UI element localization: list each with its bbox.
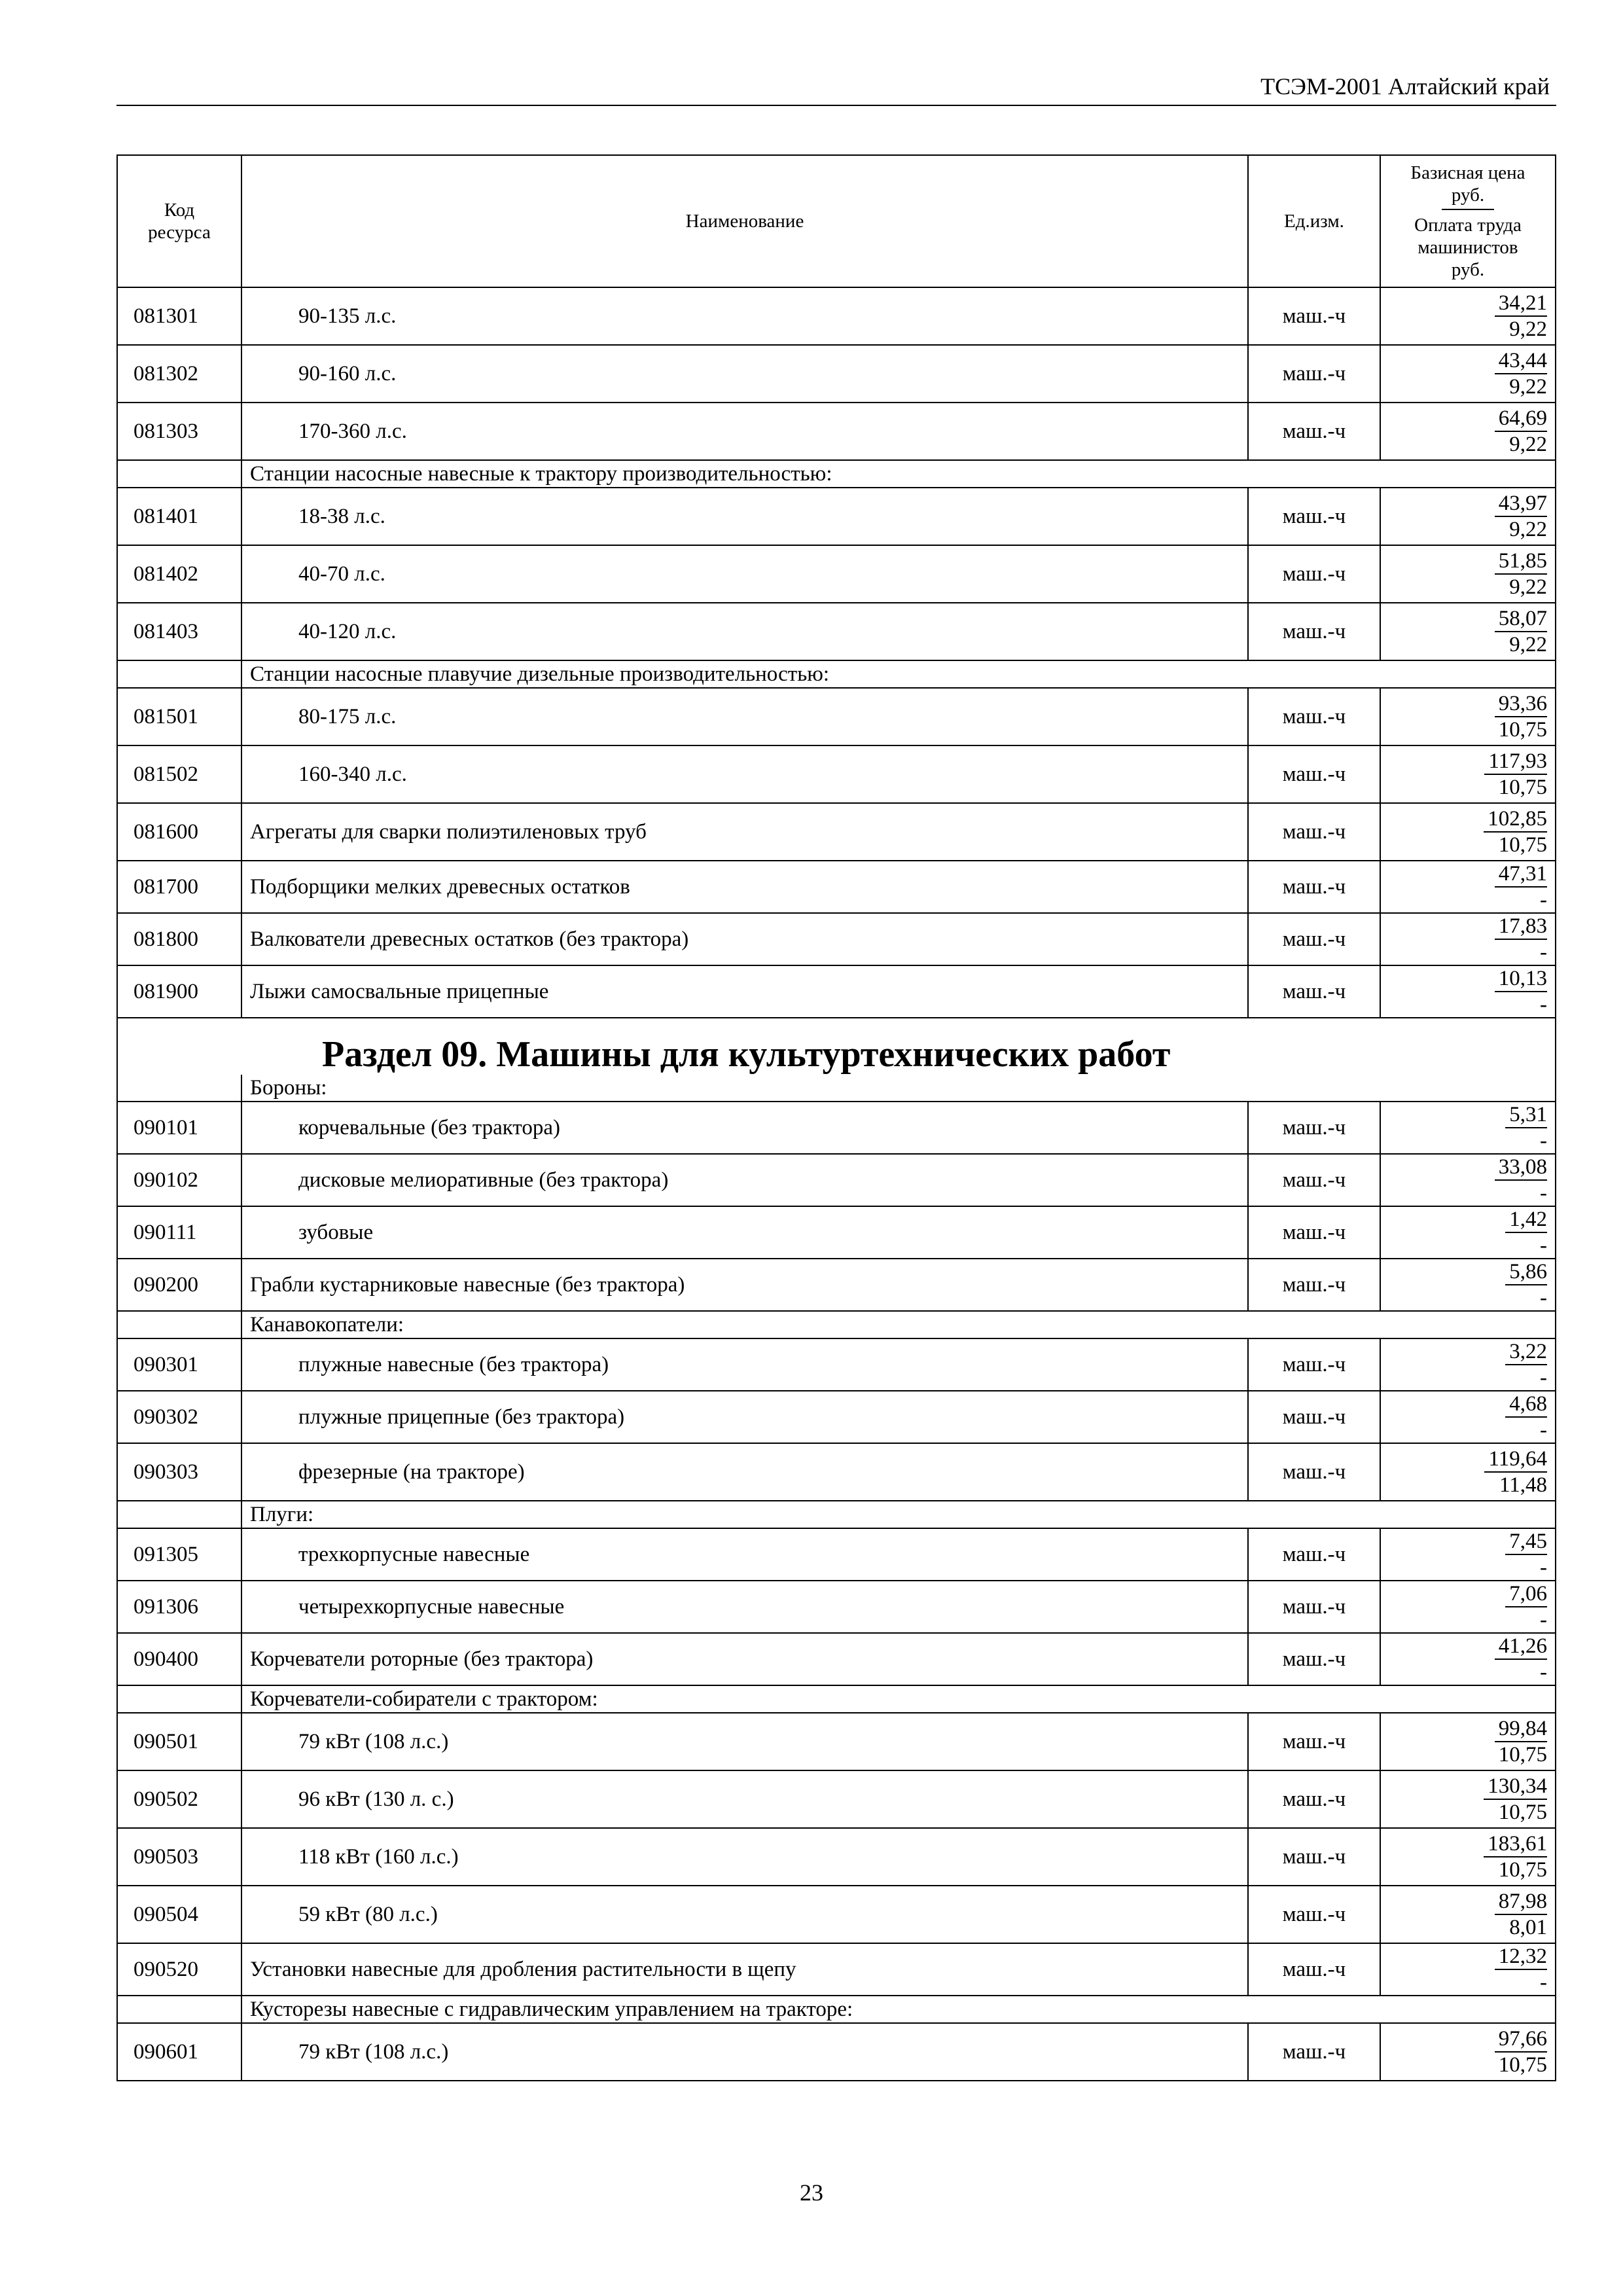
price-fraction (1505, 1581, 1547, 1632)
labor-pay: - (1540, 1608, 1547, 1632)
labor-pay: 10,75 (1498, 776, 1547, 799)
labor-pay: 9,22 (1509, 317, 1547, 341)
resource-code: 090303 (117, 1443, 241, 1501)
labor-pay: - (1540, 941, 1547, 964)
page-number: 23 (800, 2179, 823, 2206)
column-header-name-label: Наименование (685, 211, 804, 232)
resource-price-cell (1380, 1206, 1556, 1259)
resource-name: 18-38 л.с. (241, 488, 1248, 545)
table-row (117, 803, 1556, 861)
resource-price-cell (1380, 2023, 1556, 2081)
resource-unit: маш.-ч (1248, 1206, 1380, 1259)
resource-name: Грабли кустарниковые навесные (без трактора) (241, 1259, 1248, 1311)
resource-name: зубовые (241, 1206, 1248, 1259)
base-price: 97,66 (1495, 2026, 1547, 2053)
resource-code: 090400 (117, 1633, 241, 1685)
table-row (117, 965, 1556, 1018)
resource-price-cell (1380, 1828, 1556, 1886)
resource-unit: маш.-ч (1248, 861, 1380, 913)
resource-name: Установки навесные для дробления растительности в щепу (241, 1943, 1248, 1996)
group-heading-code-cell (117, 1311, 241, 1338)
price-fraction (1495, 406, 1547, 457)
table-row (117, 1338, 1556, 1391)
column-header-price (1380, 155, 1556, 287)
price-fraction (1505, 1391, 1547, 1443)
resource-price-cell (1380, 688, 1556, 745)
group-heading: Станции насосные плавучие дизельные производительностью: (241, 660, 1556, 688)
base-price: 5,31 (1505, 1102, 1547, 1128)
price-fraction (1484, 749, 1547, 800)
table-row (117, 1391, 1556, 1443)
resource-code: 081302 (117, 345, 241, 403)
resource-name: 40-70 л.с. (241, 545, 1248, 603)
base-price: 34,21 (1495, 291, 1547, 317)
price-fraction (1505, 1207, 1547, 1258)
resource-name: 170-360 л.с. (241, 403, 1248, 460)
resource-unit: маш.-ч (1248, 1770, 1380, 1828)
resource-unit: маш.-ч (1248, 603, 1380, 660)
section-title: Раздел 09. Машины для культуртехнических работ (322, 1034, 1171, 1075)
table-row (117, 345, 1556, 403)
table-row (117, 545, 1556, 603)
labor-pay: - (1540, 1556, 1547, 1579)
table-row (117, 745, 1556, 803)
resource-name: плужные прицепные (без трактора) (241, 1391, 1248, 1443)
labor-pay: 10,75 (1498, 833, 1547, 857)
resource-code: 090200 (117, 1259, 241, 1311)
group-heading: Корчеватели-собиратели с трактором: (241, 1685, 1556, 1713)
price-fraction (1484, 1831, 1547, 1882)
price-fraction (1495, 1634, 1547, 1685)
price-fraction (1484, 806, 1547, 857)
base-price: 183,61 (1484, 1831, 1547, 1857)
table-row (117, 688, 1556, 745)
resource-name: корчевальные (без трактора) (241, 1102, 1248, 1154)
group-heading-row (117, 1075, 1556, 1102)
column-header-separator (1442, 209, 1494, 210)
resource-unit: маш.-ч (1248, 1828, 1380, 1886)
resource-code: 090501 (117, 1713, 241, 1770)
price-fraction (1484, 1774, 1547, 1825)
labor-pay: - (1540, 1286, 1547, 1310)
group-heading: Кусторезы навесные с гидравлическим управлением на тракторе: (241, 1996, 1556, 2023)
base-price: 51,85 (1495, 548, 1547, 575)
document-header-title: ТСЭМ-2001 Алтайский край (1260, 73, 1550, 99)
labor-pay: 10,75 (1498, 1743, 1547, 1767)
resource-price-cell (1380, 545, 1556, 603)
labor-pay: 10,75 (1498, 1801, 1547, 1824)
resource-unit: маш.-ч (1248, 1443, 1380, 1501)
price-fraction (1505, 1102, 1547, 1153)
table-row (117, 1259, 1556, 1311)
resource-price-cell (1380, 1528, 1556, 1581)
resource-unit: маш.-ч (1248, 1633, 1380, 1685)
resource-code: 081403 (117, 603, 241, 660)
price-fraction (1495, 348, 1547, 399)
table-row (117, 913, 1556, 965)
group-heading-row (117, 1311, 1556, 1338)
resource-price-cell (1380, 1338, 1556, 1391)
resource-unit: маш.-ч (1248, 1528, 1380, 1581)
resource-name: Валкователи древесных остатков (без трактора) (241, 913, 1248, 965)
group-heading: Плуги: (241, 1501, 1556, 1528)
column-header-name (241, 155, 1248, 287)
resource-name: Корчеватели роторные (без трактора) (241, 1633, 1248, 1685)
resource-name: Агрегаты для сварки полиэтиленовых труб (241, 803, 1248, 861)
resource-unit: маш.-ч (1248, 1338, 1380, 1391)
table-row (117, 1633, 1556, 1685)
resource-code: 081501 (117, 688, 241, 745)
resource-price-cell (1380, 1391, 1556, 1443)
resource-code: 090520 (117, 1943, 241, 1996)
group-heading-code-cell (117, 1996, 241, 2023)
resource-price-cell (1380, 803, 1556, 861)
table-header-row (117, 155, 1556, 287)
base-price: 33,08 (1495, 1155, 1547, 1181)
resource-unit: маш.-ч (1248, 913, 1380, 965)
resource-code: 081402 (117, 545, 241, 603)
base-price: 43,44 (1495, 348, 1547, 374)
labor-pay: - (1540, 1129, 1547, 1153)
table-row (117, 1581, 1556, 1633)
labor-pay: 9,22 (1509, 633, 1547, 656)
labor-pay: 9,22 (1509, 433, 1547, 456)
base-price: 99,84 (1495, 1716, 1547, 1742)
resource-unit: маш.-ч (1248, 1102, 1380, 1154)
price-fraction (1495, 606, 1547, 657)
resource-code: 081600 (117, 803, 241, 861)
base-price: 102,85 (1484, 806, 1547, 833)
group-heading-row (117, 1685, 1556, 1713)
resource-unit: маш.-ч (1248, 403, 1380, 460)
resource-name: четырехкорпусные навесные (241, 1581, 1248, 1633)
resource-unit: маш.-ч (1248, 745, 1380, 803)
resource-name: 90-160 л.с. (241, 345, 1248, 403)
group-heading-row (117, 1501, 1556, 1528)
labor-pay: - (1540, 1366, 1547, 1390)
price-fraction (1495, 1155, 1547, 1206)
resource-code: 091305 (117, 1528, 241, 1581)
resource-price-cell (1380, 965, 1556, 1018)
base-price: 7,06 (1505, 1581, 1547, 1607)
resource-code: 090502 (117, 1770, 241, 1828)
base-price: 93,36 (1495, 691, 1547, 717)
section-row (117, 1018, 1556, 1075)
table-row (117, 1443, 1556, 1501)
resource-name: Подборщики мелких древесных остатков (241, 861, 1248, 913)
labor-pay: 11,48 (1499, 1473, 1547, 1497)
base-price: 3,22 (1505, 1339, 1547, 1365)
labor-pay: 10,75 (1498, 718, 1547, 742)
resource-price-cell (1380, 1443, 1556, 1501)
resource-name: 160-340 л.с. (241, 745, 1248, 803)
resource-code: 091306 (117, 1581, 241, 1633)
table-row (117, 403, 1556, 460)
labor-pay: 9,22 (1509, 375, 1547, 399)
price-fraction (1495, 491, 1547, 542)
price-fraction (1495, 861, 1547, 912)
header-divider (116, 105, 1556, 106)
column-header-code-label: Код ресурса (148, 200, 211, 243)
column-header-unit-label: Ед.изм. (1284, 211, 1344, 232)
resource-price-cell (1380, 1943, 1556, 1996)
resource-name: 80-175 л.с. (241, 688, 1248, 745)
base-price: 17,83 (1495, 914, 1547, 940)
price-fraction (1495, 1716, 1547, 1767)
resource-unit: маш.-ч (1248, 1391, 1380, 1443)
price-fraction (1495, 691, 1547, 742)
price-fraction (1484, 1446, 1547, 1498)
resource-code: 090102 (117, 1154, 241, 1206)
group-heading-row (117, 660, 1556, 688)
price-fraction (1495, 1889, 1547, 1940)
base-price: 47,31 (1495, 861, 1547, 888)
resource-name: 40-120 л.с. (241, 603, 1248, 660)
labor-pay: - (1540, 888, 1547, 912)
resource-unit: маш.-ч (1248, 1154, 1380, 1206)
price-fraction (1505, 1259, 1547, 1310)
resource-unit: маш.-ч (1248, 1259, 1380, 1311)
resource-unit: маш.-ч (1248, 1581, 1380, 1633)
resource-name: 96 кВт (130 л. с.) (241, 1770, 1248, 1828)
resource-name: трехкорпусные навесные (241, 1528, 1248, 1581)
resource-price-cell (1380, 1633, 1556, 1685)
resource-name: 59 кВт (80 л.с.) (241, 1886, 1248, 1943)
column-header-unit (1248, 155, 1380, 287)
resource-unit: маш.-ч (1248, 965, 1380, 1018)
resource-name: 90-135 л.с. (241, 287, 1248, 345)
table-row (117, 861, 1556, 913)
resource-unit: маш.-ч (1248, 545, 1380, 603)
resource-unit: маш.-ч (1248, 345, 1380, 403)
price-fraction (1495, 2026, 1547, 2077)
resource-unit: маш.-ч (1248, 688, 1380, 745)
resource-code: 081800 (117, 913, 241, 965)
resource-price-cell (1380, 1886, 1556, 1943)
table-row (117, 1886, 1556, 1943)
resource-price-cell (1380, 1581, 1556, 1633)
resource-price-cell (1380, 1154, 1556, 1206)
column-header-price-label: Базисная цена руб. (1410, 162, 1525, 206)
base-price: 58,07 (1495, 606, 1547, 632)
resource-price-cell (1380, 745, 1556, 803)
resource-code: 081502 (117, 745, 241, 803)
resource-code: 090504 (117, 1886, 241, 1943)
resource-price-cell (1380, 1259, 1556, 1311)
resource-price-cell (1380, 403, 1556, 460)
resource-code: 090301 (117, 1338, 241, 1391)
resource-table (116, 154, 1556, 2081)
resource-code: 090503 (117, 1828, 241, 1886)
resource-price-cell (1380, 913, 1556, 965)
resource-name: 118 кВт (160 л.с.) (241, 1828, 1248, 1886)
resource-code: 090601 (117, 2023, 241, 2081)
table-row (117, 1528, 1556, 1581)
labor-pay: - (1540, 1660, 1547, 1684)
base-price: 64,69 (1495, 406, 1547, 432)
group-heading: Канавокопатели: (241, 1311, 1556, 1338)
column-header-labor-label: Оплата труда машинистов руб. (1414, 215, 1522, 280)
base-price: 117,93 (1484, 749, 1547, 775)
resource-code: 081900 (117, 965, 241, 1018)
resource-unit: маш.-ч (1248, 1886, 1380, 1943)
resource-name: 79 кВт (108 л.с.) (241, 1713, 1248, 1770)
resource-unit: маш.-ч (1248, 488, 1380, 545)
resource-name: Лыжи самосвальные прицепные (241, 965, 1248, 1018)
resource-unit: маш.-ч (1248, 287, 1380, 345)
labor-pay: - (1540, 1971, 1547, 1994)
resource-price-cell (1380, 287, 1556, 345)
resource-unit: маш.-ч (1248, 803, 1380, 861)
table-row (117, 1713, 1556, 1770)
price-fraction (1495, 291, 1547, 342)
table-body (117, 287, 1556, 2081)
section-cell (117, 1018, 1556, 1075)
base-price: 119,64 (1484, 1446, 1547, 1473)
base-price: 87,98 (1495, 1889, 1547, 1915)
price-fraction (1495, 1944, 1547, 1995)
table-row (117, 1770, 1556, 1828)
resource-price-cell (1380, 488, 1556, 545)
table-row (117, 488, 1556, 545)
table-row (117, 1102, 1556, 1154)
base-price: 12,32 (1495, 1944, 1547, 1970)
base-price: 5,86 (1505, 1259, 1547, 1285)
resource-price-cell (1380, 1770, 1556, 1828)
resource-price-cell (1380, 1102, 1556, 1154)
table-row (117, 1206, 1556, 1259)
base-price: 4,68 (1505, 1391, 1547, 1418)
resource-code: 090111 (117, 1206, 241, 1259)
base-price: 10,13 (1495, 966, 1547, 992)
group-heading: Бороны: (241, 1075, 1556, 1102)
labor-pay: - (1540, 993, 1547, 1016)
group-heading-code-cell (117, 1075, 241, 1102)
labor-pay: - (1540, 1181, 1547, 1205)
resource-price-cell (1380, 603, 1556, 660)
table-row (117, 287, 1556, 345)
resource-price-cell (1380, 1713, 1556, 1770)
labor-pay: 10,75 (1498, 1858, 1547, 1882)
resource-code: 081401 (117, 488, 241, 545)
group-heading-row (117, 460, 1556, 488)
price-fraction (1495, 966, 1547, 1017)
base-price: 7,45 (1505, 1529, 1547, 1555)
table-row (117, 1828, 1556, 1886)
resource-unit: маш.-ч (1248, 2023, 1380, 2081)
table-row (117, 1154, 1556, 1206)
resource-price-cell (1380, 861, 1556, 913)
labor-pay: 9,22 (1509, 518, 1547, 541)
price-fraction (1505, 1339, 1547, 1390)
table-row (117, 603, 1556, 660)
labor-pay: - (1540, 1418, 1547, 1442)
resource-code: 090101 (117, 1102, 241, 1154)
labor-pay: 9,22 (1509, 575, 1547, 599)
table-row (117, 1943, 1556, 1996)
resource-code: 081700 (117, 861, 241, 913)
group-heading: Станции насосные навесные к трактору производительностью: (241, 460, 1556, 488)
resource-unit: маш.-ч (1248, 1943, 1380, 1996)
resource-price-cell (1380, 345, 1556, 403)
labor-pay: 10,75 (1498, 2053, 1547, 2077)
price-fraction (1505, 1529, 1547, 1580)
labor-pay: - (1540, 1234, 1547, 1257)
base-price: 43,97 (1495, 491, 1547, 517)
resource-name: фрезерные (на тракторе) (241, 1443, 1248, 1501)
price-fraction (1495, 914, 1547, 965)
group-heading-code-cell (117, 1685, 241, 1713)
resource-code: 081303 (117, 403, 241, 460)
resource-code: 090302 (117, 1391, 241, 1443)
resource-name: плужные навесные (без трактора) (241, 1338, 1248, 1391)
resource-name: 79 кВт (108 л.с.) (241, 2023, 1248, 2081)
labor-pay: 8,01 (1509, 1916, 1547, 1939)
resource-code: 081301 (117, 287, 241, 345)
group-heading-code-cell (117, 460, 241, 488)
base-price: 130,34 (1484, 1774, 1547, 1800)
price-fraction (1495, 548, 1547, 600)
resource-unit: маш.-ч (1248, 1713, 1380, 1770)
column-header-code (117, 155, 241, 287)
group-heading-code-cell (117, 660, 241, 688)
group-heading-row (117, 1996, 1556, 2023)
resource-name: дисковые мелиоративные (без трактора) (241, 1154, 1248, 1206)
group-heading-code-cell (117, 1501, 241, 1528)
base-price: 1,42 (1505, 1207, 1547, 1233)
base-price: 41,26 (1495, 1634, 1547, 1660)
table-row (117, 2023, 1556, 2081)
